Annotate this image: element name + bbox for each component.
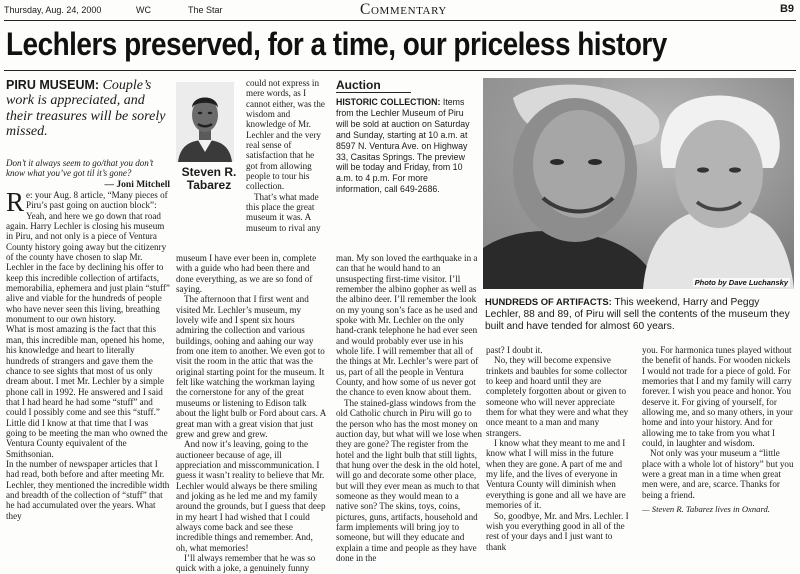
col5-para-1: you. For harmonica tunes played without the benefit of hands. For wooden nickels I would not trade for a piece of gold. For memories that I and my family will carry forever. I wish you peace and honor. You deserve it. For giving of yourself, for allowing me, and so many others, in your home and into your history. And for allowing me to take from you what I could, in laughter and wisdom.	[642, 345, 793, 449]
col1-para-3: In the number of newspaper articles that I had read, both before and after meeting Mr. Lechler, they mentioned the incredible width and breadth of the collection of “stuff” that he had accumulated over the years. What they	[6, 458, 170, 521]
col2-span: museum I have ever been in, complete with a guide who had been there and done everything, as we are so fond of saying.	[176, 253, 317, 295]
byline-first: Steven R.	[181, 165, 237, 179]
lechlers-photo	[483, 78, 794, 289]
col2-top: could not express in mere words, as I cannot either, was the wisdom and knowledge of Mr. Lechler and the very real sense of satisfaction that he got from allowing people to tour his collection.	[246, 78, 325, 192]
couple-portrait-icon	[483, 78, 794, 289]
author-photo	[176, 82, 234, 162]
column-1	[6, 187, 170, 521]
col4-para-3: I know what they meant to me and I know what I will miss in the future when they are gone. A part of me and my life, and the lives of everyone in Ventura County will diminish when everything is gone and all we have are memories of it.	[486, 438, 626, 511]
photo-credit: Photo by Dave Luchansky	[694, 278, 788, 287]
col4-para-4: So, goodbye, Mr. and Mrs. Lechler. I wish you everything good in all of the rest of your days and I just want to thank	[486, 510, 629, 552]
column-5	[642, 345, 794, 516]
page-number: B9	[779, 3, 794, 15]
deck-text: Couple’s work is appreciated, and their treasures will be sorely missed.	[6, 78, 166, 140]
col2-mid: That’s what made this place the great museum it was. A museum to rival any	[246, 191, 321, 233]
deck-kicker: PIRU MUSEUM:	[6, 78, 100, 92]
auction-text: Items from the Lechler Museum of Piru will be sold at auction on Saturday and Sunday, starting at 10 a.m. at 8597 N. Ventura Ave. on Highway 33, Casitas Springs. The preview will be today and Friday, from 10 a.m. to 4 p.m. For more information, call 649-2686.	[336, 97, 470, 195]
col2-para-2: And now it’s leaving, going to the auctioneer because of age, ill appreciation and misscommunication. I guess it wasn’t reality to believe that Mr. Lechler would always be there smiling and joking as he led me and my family around the grounds, but I guess that deep in my heart I had wished that I could always come back and see these incredible things and remember. And, oh, what memories!	[176, 439, 326, 553]
author-portrait-icon	[176, 82, 234, 162]
column-2	[176, 253, 326, 574]
col1-open: e: your Aug. 8 article, “Many pieces of Piru’s past going on auction block”:	[26, 190, 168, 211]
byline	[176, 166, 242, 192]
column-2-top	[246, 78, 326, 252]
auction-heading: Auction	[336, 78, 411, 93]
caption-text: This weekend, Harry and Peggy Lechler, 88 and 89, of Piru will sell the contents of the museum they built and have tended for almost 60 years.	[485, 297, 790, 333]
column-4	[486, 345, 634, 552]
col5-para-2: Not only was your museum a “little place with a whole lot of history” but you were a great man in a time when great men were, and are, scarce. Thanks for being a friend.	[642, 448, 794, 500]
quote-text: Don’t it always seem to go/that you don’t know what you’ve got til it’s gone?	[6, 158, 154, 179]
byline-last: Tabarez	[186, 178, 232, 192]
issue-date: Thursday, Aug. 24, 2000	[4, 5, 102, 15]
caption-label: HUNDREDS OF ARTIFACTS:	[485, 296, 612, 307]
paper-name: The Star	[188, 5, 223, 15]
col4-para-2: No, they will become expensive trinkets and baubles for some collector to keep and hoard until they are completely forgotten about or given to someone who will never appreciate them for what they were and what they once meant to a man and many strangers.	[486, 355, 629, 438]
auction-box	[336, 78, 476, 248]
col2-para-1: The afternoon that I first went and visited Mr. Lechler’s museum, my lovely wife and I spent six hours admiring the collection and various buildings, oohing and aahing our way from one item to another. We even got to visit the room in the attic that was the original starting point for the museum. It felt like watching the workman laying the cornerstone for any of the great museums or listening to Edison talk about the light bulb or Ford about cars. A great man with a great vision that just grew and grew and grew.	[176, 294, 326, 439]
column-3	[336, 253, 482, 563]
section-title: Commentary	[360, 1, 447, 18]
masthead	[4, 2, 796, 20]
col4-para-1: past? I doubt it.	[486, 345, 543, 355]
col3-para-1: man. My son loved the earthquake in a can that he would hand to an unsuspecting first-time visitor. I’ll remember the albino gopher as well as the albino deer. I’ll remember the look on my young son’s face as he used and spoke with Mr. Lechler on the only hand-crank telephone he had ever seen and would probably ever use in his whole life. I will remember that all of the things at Mr. Lechler’s were part of us, part of all the people in Ventura County, and how some of us never got the chance to even know about them.	[336, 253, 479, 398]
masthead-rule	[4, 20, 796, 21]
signoff: — Steven R. Tabarez lives in Oxnard.	[642, 504, 770, 515]
col1-para-1: Yeah, and here we go down that road again. Harry Lechler is closing his museum in Piru, and not only is a piece of Ventura County history going away but the citizenry of the county have chosen to slap Mr. Lechler in the face by declining his offer to keep this incredible collection of artifacts, memorabilia, ephemera and just plain “stuff” alive and viable for the hundreds of people who have never seen this living, breathing monument to our own history.	[6, 210, 170, 325]
section-code: WC	[136, 5, 151, 15]
quote-attribution: — Joni Mitchell	[104, 179, 170, 190]
auction-label: HISTORIC COLLECTION:	[336, 97, 441, 107]
headline: Lechlers preserved, for a time, our priceless history	[6, 26, 667, 62]
col2-para-3: I’ll always remember that he was so quick with a joke, a genuinely funny	[176, 552, 316, 574]
pull-quote	[6, 158, 170, 190]
col1-para-2: What is most amazing is the fact that this man, this incredible man, opened his home, his knowledge and heart to literally hundreds of strangers and gave them the chance to see sights that most of us only dream about. I met Mr. Lechler by a simple phone call in 1992. He answered and I said that I had heard he had some “stuff” and could I possibly come and see this “stuff.” Little did I know at that time that I was going to be meeting the man who owned the Ventura County equivalent of the Smithsonian.	[6, 324, 168, 459]
photo-caption	[485, 296, 793, 334]
col3-para-2: The stained-glass windows from the old Catholic church in Piru will go to the person who has the most money on auction day, but what will we lose when they are gone? The register from the hotel and the light bulb that still lights, that hung over the desk in the old hotel, will go and decorate some other place, but will they ever mean as much to that someone as they would mean to a native son? The skins, toys, coins, pictures, guns, artifacts, household and farm implements will bring joy to someone, but will they educate and explain a time and people as they have done in the	[336, 397, 482, 563]
drop-cap: R	[6, 187, 25, 217]
deck	[6, 78, 170, 140]
headline-rule	[4, 70, 796, 71]
